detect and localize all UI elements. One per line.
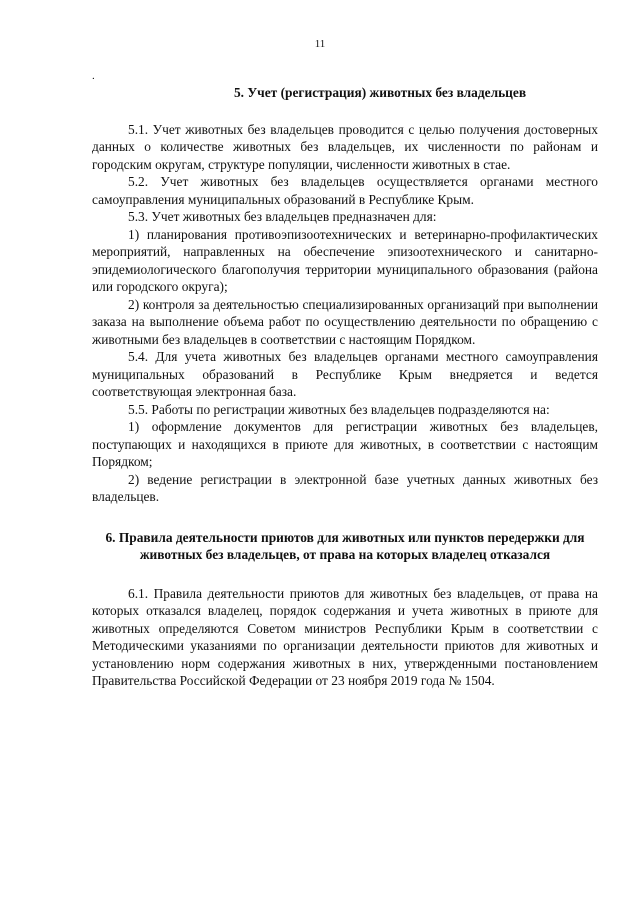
- paragraph-5-5-item-2: 2) ведение регистрации в электронной базе учетных данных животных без владельцев.: [92, 471, 598, 504]
- paragraph-5-3-item-1: 1) планирования противоэпизоотехнических и ветеринарно-профилактических мероприятий, направленных на обеспечение эпизоотехнического и санитарно-эпидемиологического благополучия территории муниципального образования (района или городского округа);: [92, 226, 598, 294]
- paragraph-5-3: 5.3. Учет животных без владельцев предназначен для:: [128, 209, 437, 224]
- page-number: 11: [314, 38, 326, 50]
- section-5-title: 5. Учет (регистрация) животных без владельцев: [233, 85, 527, 100]
- section-6-title: 6. Правила деятельности приютов для животных или пунктов передержки для животных без владельцев, от права на которых владелец отказался: [105, 529, 585, 562]
- paragraph-5-5: 5.5. Работы по регистрации животных без владельцев подразделяются на:: [128, 401, 550, 417]
- paragraph-5-2: 5.2. Учет животных без владельцев осуществляется органами местного самоуправления муниципальных образований в Республике Крым.: [92, 174, 598, 207]
- paragraph-5-4: 5.4. Для учета животных без владельцев органами местного самоуправления муниципальных образований в Республике Крым внедряется и ведется соответствующая электронная база.: [92, 349, 598, 399]
- paragraph-5-1: 5.1. Учет животных без владельцев проводится с целью получения достоверных данных о количестве животных без владельцев, их численности по районам и городским округам, структуре популяции, численности животных в стае.: [92, 121, 598, 172]
- paragraph-5-3-item-2: 2) контроля за деятельностью специализированных организаций при выполнении заказа на выполнение объема работ по осуществлению деятельности по обращению с животными без владельцев в соответствии с настоящим Порядком.: [92, 296, 598, 347]
- stray-mark: .: [92, 70, 95, 82]
- paragraph-5-5-item-1: 1) оформление документов для регистрации животных без владельцев, поступающих и находящихся в приюте для животных, в соответствии с настоящим Порядком;: [92, 419, 598, 469]
- paragraph-6-1: 6.1. Правила деятельности приютов для животных без владельцев, от права на которых отказался владелец, порядок содержания и учета животных в приюте для животных определяются Советом министров Республики Крым в соответствии с Методическими указаниями по организации деятельности приютов для животных и установлению норм содержания животных в них, утвержденными постановлением Правительства Российской Федерации от 23 ноября 2019 года № 1504.: [92, 585, 598, 688]
- document-body: [92, 84, 598, 690]
